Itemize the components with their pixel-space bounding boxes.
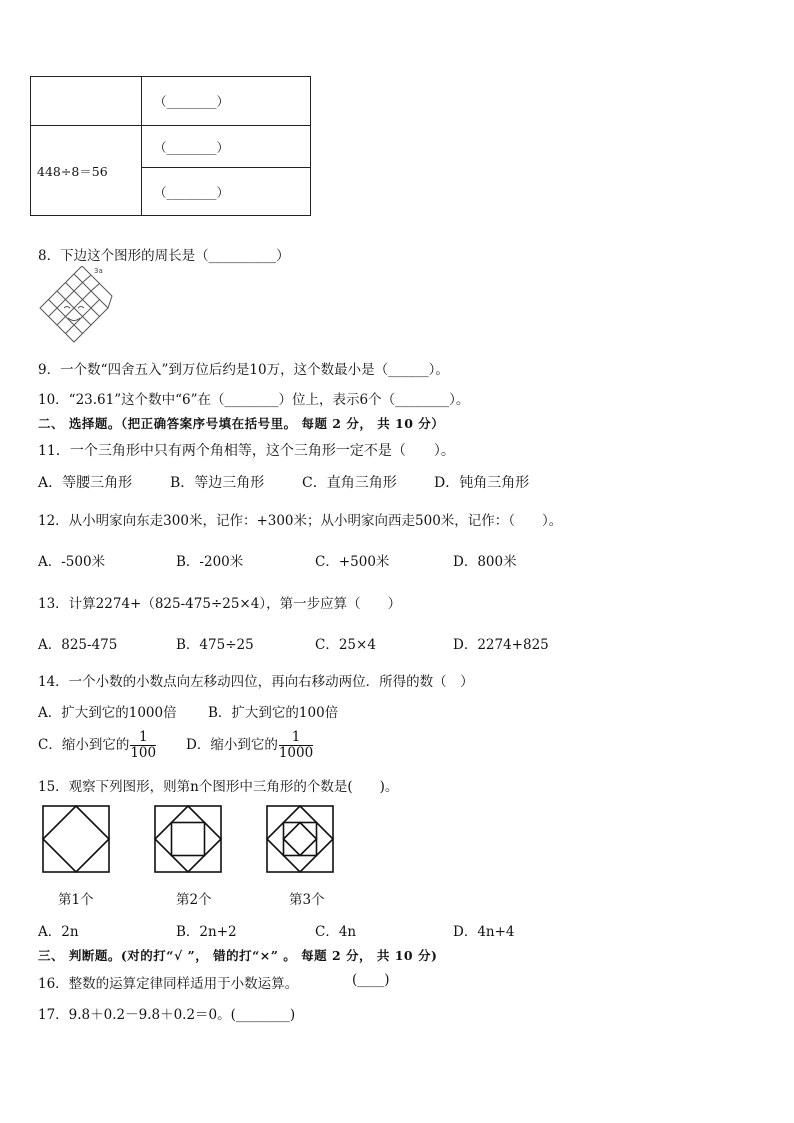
figure-caption-2: 第2个 [176,892,212,908]
pattern-figure-2 [154,805,224,875]
question-15: 15．观察下列图形，则第n个图形中三角形的个数是( )。 [38,779,399,795]
q14-option-c[interactable]: C．缩小到它的 $\frac{1}{100}$ [38,729,157,761]
q12-option-d[interactable]: D．800米 [453,554,517,570]
answer-table [30,76,311,216]
q11-option-b[interactable]: B．等边三角形 [170,475,265,491]
table-cell-empty [31,77,142,126]
q13-option-c[interactable]: C．25×4 [315,637,376,653]
pattern-figure-3 [266,805,336,875]
question-8: 8．下边这个图形的周长是（__________） [38,248,290,264]
section-3-heading: 三、 判断题。(对的打“√ ”， 错的打“×” 。 每题 2 分， 共 10 分) [38,948,438,963]
figure-caption-3: 第3个 [289,892,325,908]
q14-option-a[interactable]: A．扩大到它的1000倍 [38,705,177,721]
q14-option-b[interactable]: B．扩大到它的100倍 [208,705,339,721]
q12-option-b[interactable]: B．-200米 [176,554,244,570]
question-16: 16．整数的运算定律同样适用于小数运算。 [38,976,299,992]
table-cell-equation: 448÷8＝56 [31,126,142,216]
fraction: $\frac{1}{1000}$ [278,729,314,761]
q15-option-b[interactable]: B．2n+2 [176,924,237,940]
question-17: 17．9.8＋0.2－9.8＋0.2＝0。(________) [38,1007,296,1023]
q13-option-b[interactable]: B．475÷25 [176,637,254,653]
q11-option-d[interactable]: D．钝角三角形 [434,475,530,491]
q15-option-c[interactable]: C．4n [315,924,357,940]
question-13: 13．计算2274+（825-475÷25×4），第一步应算（ ） [38,596,402,612]
table-cell-blank: （________） [142,126,311,168]
q16-answer-blank[interactable]: (____) [352,972,390,988]
q11-option-a[interactable]: A．等腰三角形 [38,475,133,491]
q15-option-d[interactable]: D．4n+4 [453,924,515,940]
q13-option-d[interactable]: D．2274+825 [453,637,549,653]
section-2-heading: 二、 选择题。（把正确答案序号填在括号里。 每题 2 分， 共 10 分） [38,416,445,431]
figure-label: 3a [94,267,103,275]
q11-option-c[interactable]: C．直角三角形 [302,475,397,491]
table-cell-blank: （________） [142,168,311,216]
pattern-figure-1 [42,805,112,875]
question-10: 10．“23.61”这个数中“6”在（________）位上，表示6个（________）。 [38,392,470,408]
q12-option-c[interactable]: C．+500米 [315,554,390,570]
q15-option-a[interactable]: A．2n [38,924,79,940]
q13-option-a[interactable]: A．825-475 [38,637,118,653]
figure-caption-1: 第1个 [58,892,94,908]
question-12: 12．从小明家向东走300米，记作：+300米；从小明家向西走500米，记作：（ ）。 [38,513,563,529]
q12-option-a[interactable]: A．-500米 [38,554,106,570]
grid-face-figure [36,266,116,344]
q14-option-d[interactable]: D．缩小到它的 $\frac{1}{1000}$ [186,729,314,761]
table-cell-blank: （________） [142,77,311,126]
question-9: 9．一个数“四舍五入”到万位后约是10万，这个数最小是（______）。 [38,362,449,378]
question-11: 11．一个三角形中只有两个角相等，这个三角形一定不是（ ）。 [38,443,455,459]
fraction: $\frac{1}{100}$ [130,729,157,761]
question-14: 14．一个小数的小数点向左移动四位，再向右移动两位．所得的数（ ） [38,674,474,690]
